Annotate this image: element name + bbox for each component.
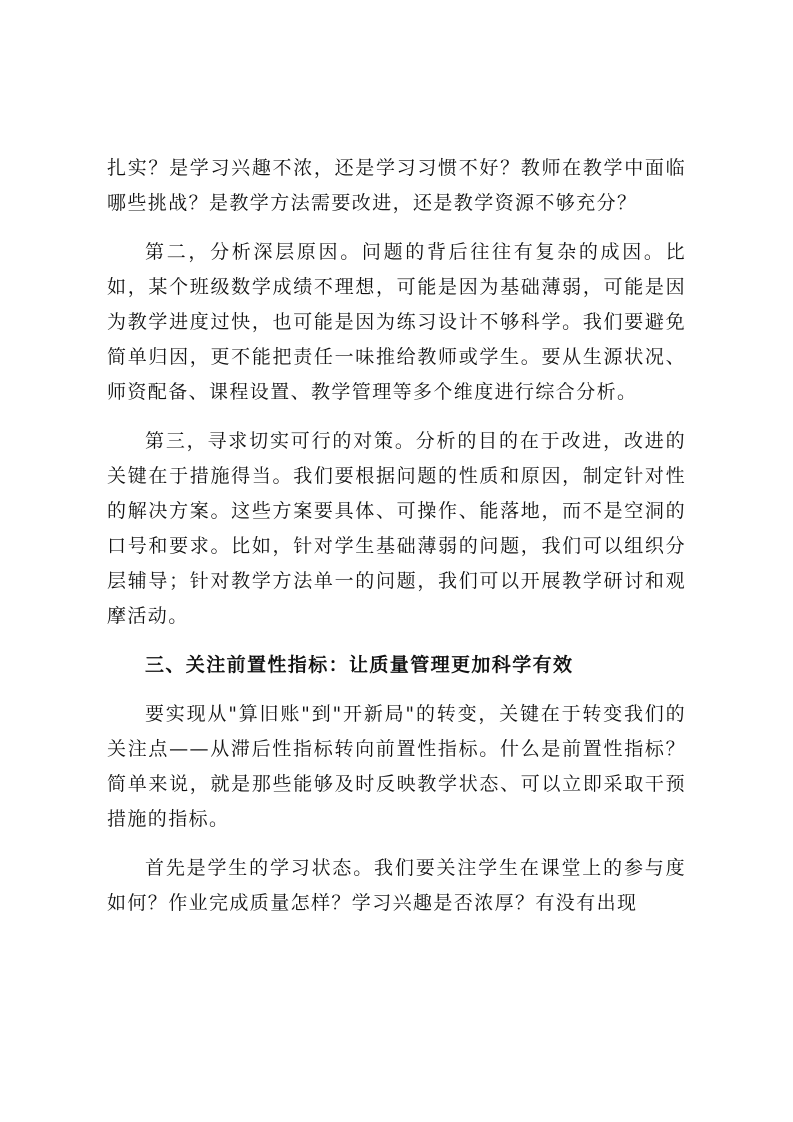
paragraph-third-point: 第三，寻求切实可行的对策。分析的目的在于改进，改进的关键在于措施得当。我们要根据问题的性质和原因，制定针对性的解决方案。这些方案要具体、可操作、能落地，而不是空洞的口号和要求。比如，针对学生基础薄弱的问题，我们可以组织分层辅导；针对教学方法单一的问题，我们可以开展教学研讨和观摩活动。 (107, 430, 686, 627)
paragraph-second-point: 第二，分析深层原因。问题的背后往往有复杂的成因。比如，某个班级数学成绩不理想，可能是因为基础薄弱，可能是因为教学进度过快，也可能是因为练习设计不够科学。我们要避免简单归因，更不能把责任一味推给教师或学生。要从生源状况、师资配备、课程设置、教学管理等多个维度进行综合分析。 (107, 241, 686, 403)
section-heading: 三、关注前置性指标：让质量管理更加科学有效 (145, 654, 574, 676)
paragraph-continued: 扎实？是学习兴趣不浓，还是学习习惯不好？教师在教学中面临哪些挑战？是教学方法需要改进，还是教学资源不够充分？ (107, 157, 686, 214)
document-page (107, 151, 686, 921)
paragraph-learning-state: 首先是学生的学习状态。我们要关注学生在课堂上的参与度如何？作业完成质量怎样？学习兴趣是否浓厚？有没有出现 (107, 857, 686, 914)
paragraph-leading-indicators: 要实现从"算旧账"到"开新局"的转变，关键在于转变我们的关注点——从滞后性指标转向前置性指标。什么是前置性指标？简单来说，就是那些能够及时反映教学状态、可以立即采取干预措施的指标。 (107, 703, 686, 830)
